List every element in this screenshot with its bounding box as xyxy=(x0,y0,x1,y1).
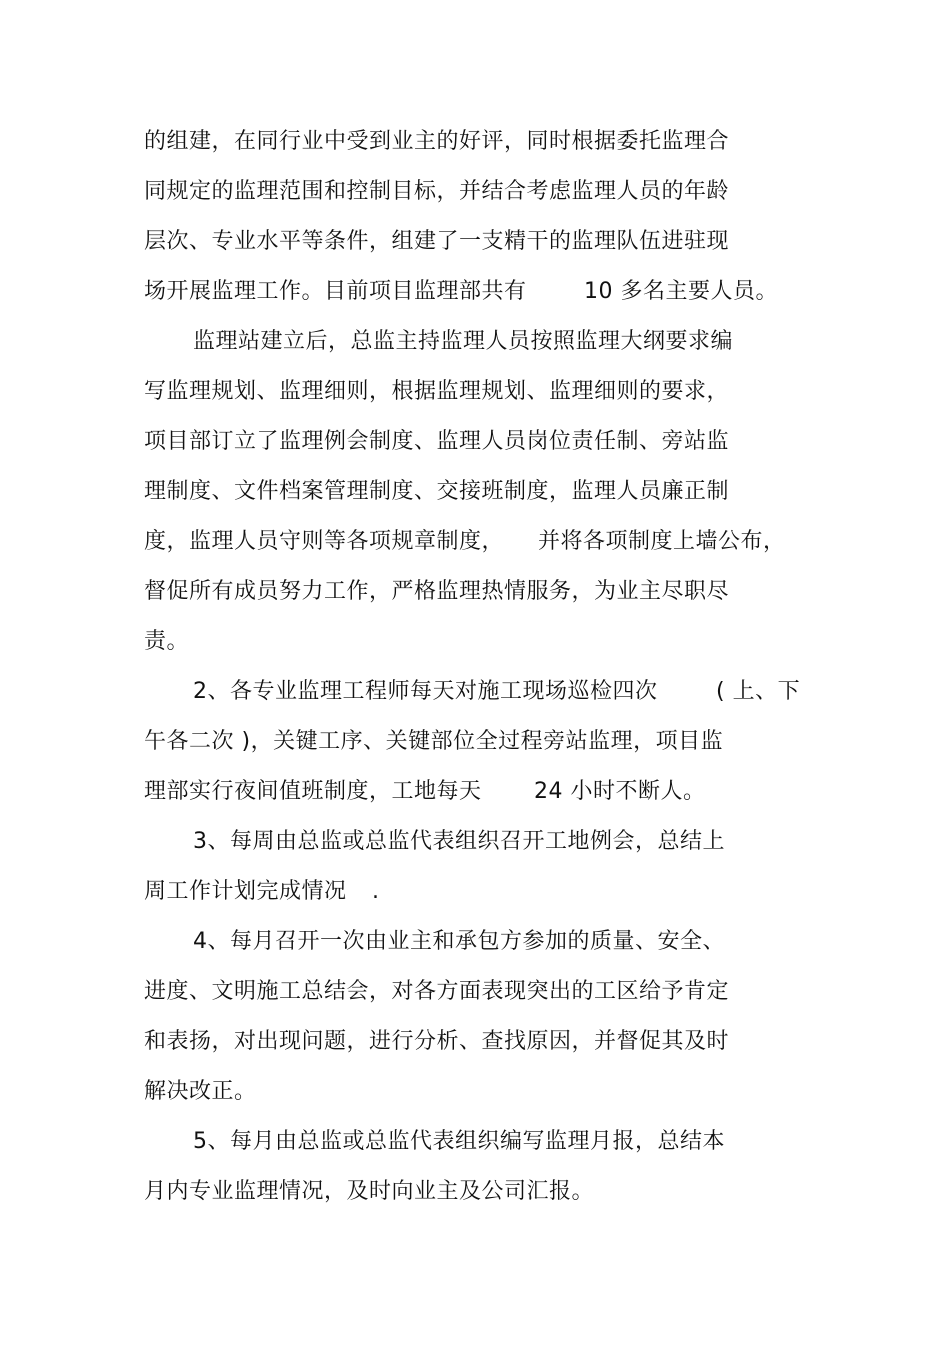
text-segment: 月内专业监理情况，及时向业主及公司汇报。 xyxy=(144,1179,595,1204)
text-segment: . xyxy=(372,879,380,904)
text-segment: 监理站建立后，总监主持监理人员按照监理大纲要求编 xyxy=(193,329,734,354)
text-line xyxy=(0,725,950,759)
text-line xyxy=(0,975,950,1009)
text-segment: ( 上、下 xyxy=(716,679,801,704)
text-segment: 5、每月由总监或总监代表组织编写监理月报，总结本 xyxy=(193,1129,725,1154)
text-segment: 场开展监理工作。目前项目监理部共有 xyxy=(144,279,527,304)
text-segment: 周工作计划完成情况 xyxy=(144,879,347,904)
text-line xyxy=(0,125,950,159)
text-segment: 理部实行夜间值班制度，工地每天 xyxy=(144,779,482,804)
text-segment: 10 多名主要人员。 xyxy=(584,279,778,304)
text-segment: 度，监理人员守则等各项规章制度， xyxy=(144,529,505,554)
text-line xyxy=(0,775,950,809)
text-segment: 理制度、文件档案管理制度、交接班制度，监理人员廉正制 xyxy=(144,479,730,504)
text-line xyxy=(0,1075,950,1109)
text-segment: 并将各项制度上墙公布， xyxy=(538,529,786,554)
text-line xyxy=(0,225,950,259)
text-line xyxy=(0,325,950,359)
text-segment: 的组建，在同行业中受到业主的好评，同时根据委托监理合 xyxy=(144,129,730,154)
text-segment: 项目部订立了监理例会制度、监理人员岗位责任制、旁站监 xyxy=(144,429,730,454)
text-line xyxy=(0,825,950,859)
text-line xyxy=(0,625,950,659)
text-segment: 3、每周由总监或总监代表组织召开工地例会，总结上 xyxy=(193,829,725,854)
text-line xyxy=(0,375,950,409)
text-segment: 层次、专业水平等条件，组建了一支精干的监理队伍进驻现 xyxy=(144,229,730,254)
text-segment: 2、各专业监理工程师每天对施工现场巡检四次 xyxy=(193,679,658,704)
text-line xyxy=(0,675,950,709)
text-segment: 督促所有成员努力工作，严格监理热情服务，为业主尽职尽 xyxy=(144,579,730,604)
text-line xyxy=(0,475,950,509)
text-segment: 责。 xyxy=(144,629,190,654)
text-segment: 24 小时不断人。 xyxy=(534,779,706,804)
text-segment: 同规定的监理范围和控制目标，并结合考虑监理人员的年龄 xyxy=(144,179,730,204)
text-segment: 午各二次 )，关键工序、关键部位全过程旁站监理，项目监 xyxy=(144,729,724,754)
text-segment: 和表扬，对出现问题，进行分析、查找原因，并督促其及时 xyxy=(144,1029,730,1054)
text-line xyxy=(0,575,950,609)
text-segment: 解决改正。 xyxy=(144,1079,257,1104)
text-line xyxy=(0,1025,950,1059)
text-line xyxy=(0,875,950,909)
text-segment: 写监理规划、监理细则，根据监理规划、监理细则的要求， xyxy=(144,379,730,404)
text-line xyxy=(0,175,950,209)
text-line xyxy=(0,1125,950,1159)
text-line xyxy=(0,425,950,459)
text-segment: 进度、文明施工总结会，对各方面表现突出的工区给予肯定 xyxy=(144,979,730,1004)
text-line xyxy=(0,925,950,959)
text-segment: 4、每月召开一次由业主和承包方参加的质量、安全、 xyxy=(193,929,725,954)
text-line xyxy=(0,525,950,559)
text-line xyxy=(0,275,950,309)
text-line xyxy=(0,1175,950,1209)
